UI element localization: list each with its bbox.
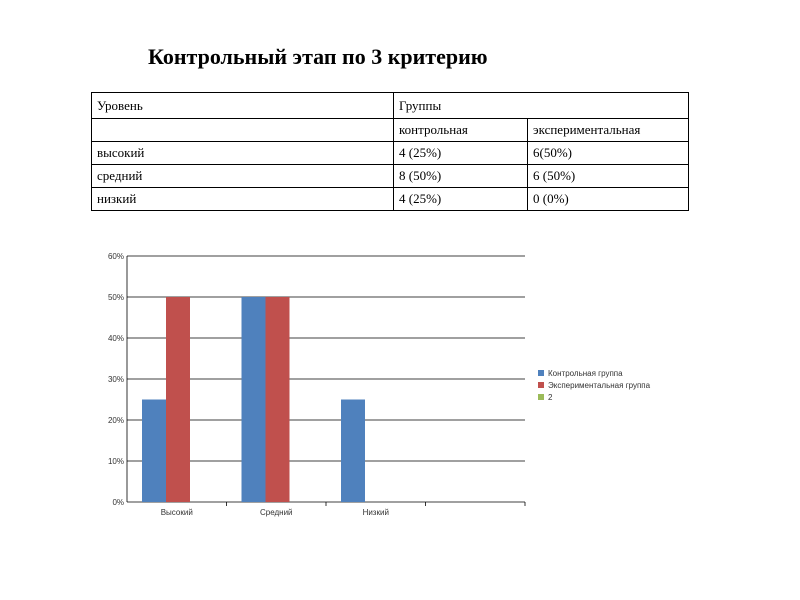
row-control-value: 8 (50%) bbox=[394, 165, 528, 188]
bar bbox=[242, 297, 266, 502]
page-title: Контрольный этап по 3 критерию bbox=[148, 44, 488, 69]
table-row bbox=[92, 188, 689, 211]
y-tick-label: 10% bbox=[107, 457, 124, 466]
row-level-label: средний bbox=[92, 165, 394, 188]
bar bbox=[166, 297, 190, 502]
y-tick-label: 50% bbox=[107, 293, 124, 302]
table-row bbox=[92, 165, 689, 188]
legend-swatch bbox=[538, 394, 544, 400]
x-tick-label: Высокий bbox=[160, 508, 193, 517]
x-tick-label: Низкий bbox=[362, 508, 389, 517]
y-tick-label: 20% bbox=[107, 416, 124, 425]
bar bbox=[142, 400, 166, 503]
row-control-value: 4 (25%) bbox=[394, 142, 528, 165]
results-table bbox=[91, 92, 689, 211]
subheader-empty bbox=[92, 119, 394, 142]
y-tick-label: 40% bbox=[107, 334, 124, 343]
bar bbox=[266, 297, 290, 502]
table-row bbox=[92, 142, 689, 165]
row-experimental-value: 0 (0%) bbox=[528, 188, 689, 211]
table-subheader-row bbox=[92, 119, 689, 142]
row-level-label: низкий bbox=[92, 188, 394, 211]
y-tick-label: 0% bbox=[112, 498, 124, 507]
legend-swatch bbox=[538, 370, 544, 376]
legend-swatch bbox=[538, 382, 544, 388]
x-tick-label: Средний bbox=[259, 508, 293, 517]
legend-label: Контрольная группа bbox=[548, 369, 623, 378]
row-control-value: 4 (25%) bbox=[394, 188, 528, 211]
row-experimental-value: 6 (50%) bbox=[528, 165, 689, 188]
subheader-control: контрольная bbox=[394, 119, 528, 142]
table-header-row bbox=[92, 93, 689, 119]
row-experimental-value: 6(50%) bbox=[528, 142, 689, 165]
subheader-experimental: экспериментальная bbox=[528, 119, 689, 142]
y-tick-label: 30% bbox=[107, 375, 124, 384]
header-level: Уровень bbox=[92, 93, 394, 119]
bar-chart bbox=[100, 248, 700, 533]
row-level-label: высокий bbox=[92, 142, 394, 165]
legend-label: 2 bbox=[548, 393, 553, 402]
y-tick-label: 60% bbox=[107, 252, 124, 261]
header-groups: Группы bbox=[394, 93, 689, 119]
bar bbox=[341, 400, 365, 503]
legend-label: Экспериментальная группа bbox=[548, 381, 651, 390]
